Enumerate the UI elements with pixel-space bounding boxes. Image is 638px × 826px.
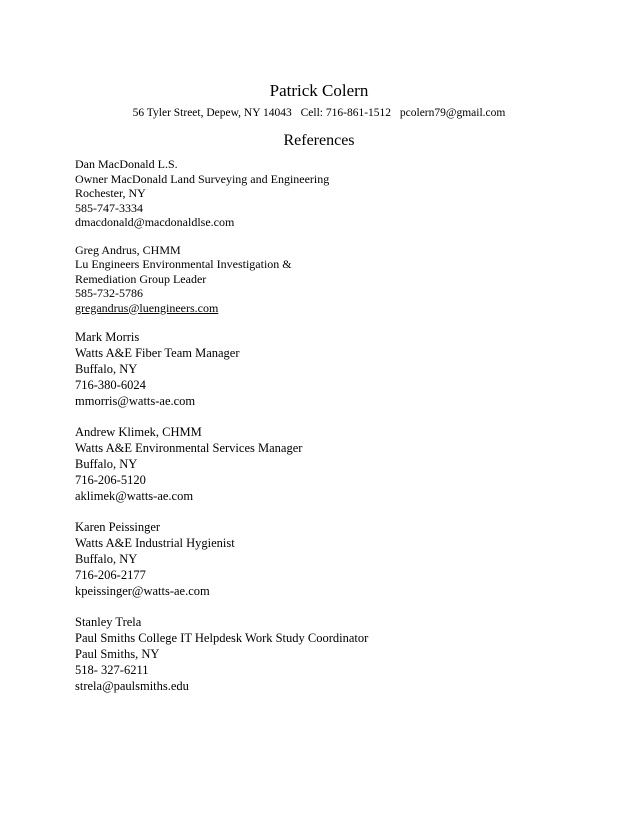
reference-phone: 585-747-3334 xyxy=(75,200,143,215)
reference-title: Watts A&E Fiber Team Manager xyxy=(75,346,240,360)
reference-name: Andrew Klimek, CHMM xyxy=(75,425,202,439)
reference-email: mmorris@watts-ae.com xyxy=(75,394,196,408)
author-name: Patrick Colern xyxy=(269,81,369,100)
contact-line xyxy=(0,106,638,120)
reference-phone: 716-206-5120 xyxy=(75,473,146,487)
address-text: 56 Tyler Street, Depew, NY 14043 xyxy=(132,107,292,119)
reference-entry xyxy=(75,243,595,316)
reference-location: Paul Smiths, NY xyxy=(75,647,160,661)
reference-phone: 716-380-6024 xyxy=(75,378,146,392)
reference-title-continued: Remediation Group Leader xyxy=(75,271,207,286)
email-text: pcolern79@gmail.com xyxy=(399,107,506,119)
reference-title: Owner MacDonald Land Surveying and Engineering xyxy=(75,171,330,186)
reference-name: Stanley Trela xyxy=(75,615,142,629)
reference-email: kpeissinger@watts-ae.com xyxy=(75,584,210,598)
reference-entry xyxy=(75,614,595,694)
reference-title: Paul Smiths College IT Helpdesk Work Study Coordinator xyxy=(75,631,369,645)
reference-location: Buffalo, NY xyxy=(75,362,138,376)
section-title: References xyxy=(283,132,355,149)
reference-phone: 518- 327-6211 xyxy=(75,663,149,677)
reference-name: Mark Morris xyxy=(75,330,140,344)
reference-title: Watts A&E Industrial Hygienist xyxy=(75,536,235,550)
reference-location: Buffalo, NY xyxy=(75,552,138,566)
reference-phone: 585-732-5786 xyxy=(75,286,143,300)
reference-title: Lu Engineers Environmental Investigation & xyxy=(75,257,292,271)
reference-title: Watts A&E Environmental Services Manager xyxy=(75,441,303,455)
cell-text: Cell: 716-861-1512 xyxy=(300,107,392,119)
reference-name: Karen Peissinger xyxy=(75,520,161,534)
reference-entry xyxy=(75,424,595,504)
reference-phone: 716-206-2177 xyxy=(75,568,146,582)
reference-name: Greg Andrus, CHMM xyxy=(75,242,181,257)
reference-entry xyxy=(75,519,595,599)
reference-entry xyxy=(75,157,595,230)
reference-location: Buffalo, NY xyxy=(75,457,138,471)
reference-email-link[interactable]: gregandrus@luengineers.com xyxy=(75,300,219,315)
reference-name: Dan MacDonald L.S. xyxy=(75,157,178,171)
references-list xyxy=(75,157,595,694)
reference-location: Rochester, NY xyxy=(75,186,146,200)
reference-entry xyxy=(75,329,595,409)
reference-email: aklimek@watts-ae.com xyxy=(75,489,194,503)
reference-email: dmacdonald@macdonaldlse.com xyxy=(75,215,235,229)
reference-email: strela@paulsmiths.edu xyxy=(75,679,189,693)
